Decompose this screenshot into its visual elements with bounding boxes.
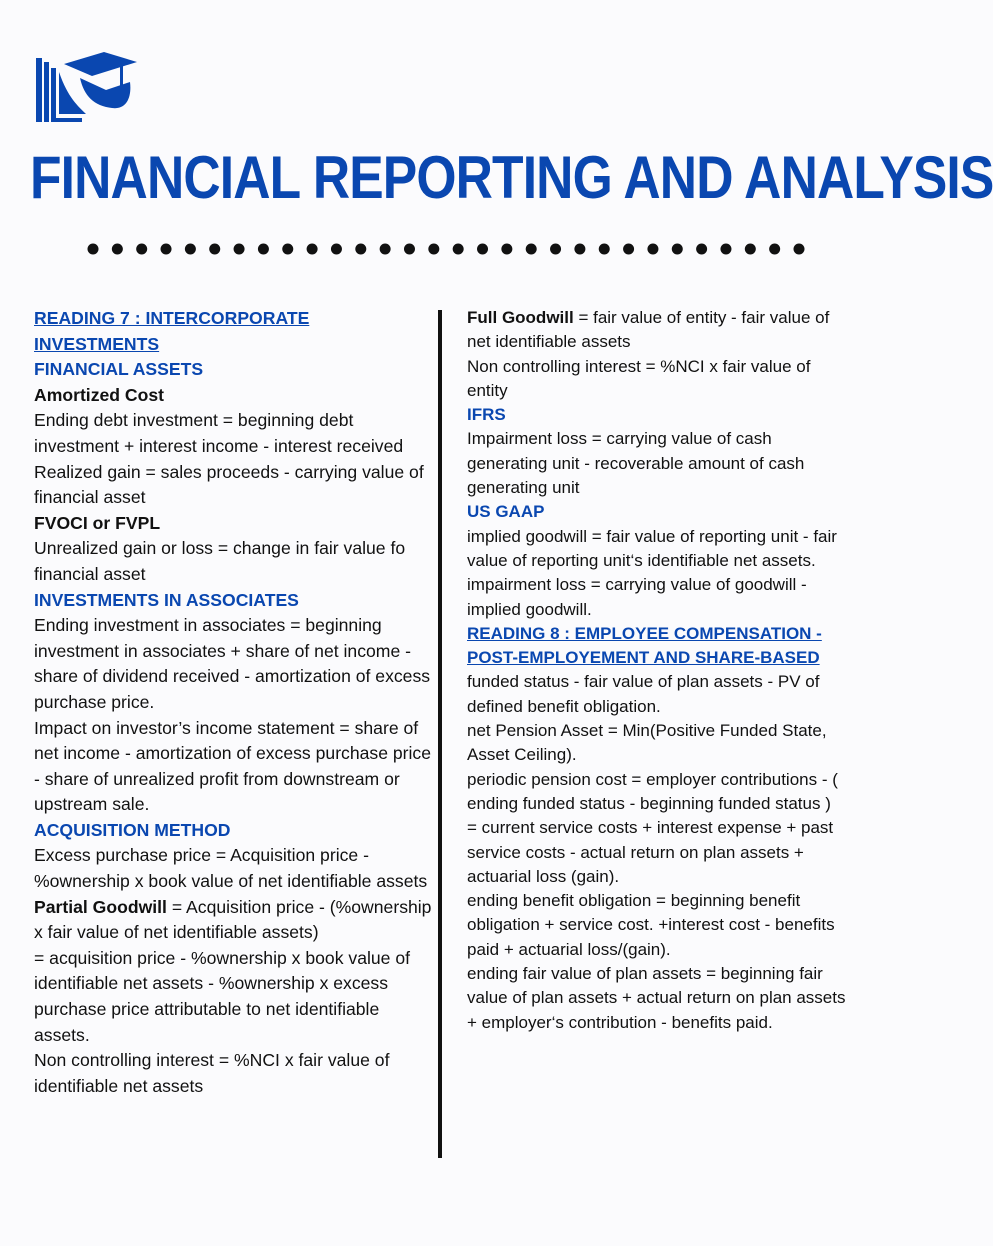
reading-8-heading: READING 8 : EMPLOYEE COMPENSATION - POST-EMPLOYEMENT AND SHARE-BASED xyxy=(467,623,822,668)
full-goodwill-text: = fair value of entity - fair value of net identifiable assets xyxy=(467,308,830,352)
formula-ending-plan-assets: ending fair value of plan assets = beginning fair value of plan assets + actual return on plan assets + employer‘s contribution - benefits paid. xyxy=(467,964,846,1032)
formula-nci-left: Non controlling interest = %NCI x fair value of identifiable net assets xyxy=(34,1050,390,1096)
separator-dot xyxy=(331,244,342,255)
separator-dot xyxy=(769,244,780,255)
formula-realized-gain: Realized gain = sales proceeds - carrying value of financial asset xyxy=(34,461,424,508)
page-title: FINANCIAL REPORTING AND ANALYSIS xyxy=(30,144,993,211)
separator-dot xyxy=(696,244,707,255)
formula-partial-goodwill-alt: = acquisition price - %ownership x book value of identifiable net assets - %ownership x excess purchase price attributable to net identifiable assets. xyxy=(34,947,411,1045)
formula-ending-investment: Ending investment in associates = beginning investment in associates + share of net income - share of dividend received - amortization of excess purchase price. xyxy=(34,615,431,712)
financial-assets-heading: FINANCIAL ASSETS xyxy=(34,359,204,380)
separator-dot xyxy=(380,244,391,255)
formula-implied-goodwill: implied goodwill = fair value of reporting unit - fair value of reporting unit‘s identifiable net assets. xyxy=(467,526,837,570)
formula-ifrs-impairment: Impairment loss = carrying value of cash generating unit - recoverable amount of cash generating unit xyxy=(467,429,805,498)
formula-partial-goodwill xyxy=(34,895,434,946)
right-column xyxy=(467,306,852,1035)
reading-7-heading: READING 7 : INTERCORPORATE INVESTMENTS xyxy=(34,308,310,354)
associates-heading: INVESTMENTS IN ASSOCIATES xyxy=(34,589,299,610)
amortized-cost-subheading: Amortized Cost xyxy=(34,384,165,405)
formula-funded-status: funded status - fair value of plan assets - PV of defined benefit obligation. xyxy=(467,672,820,716)
book-graduation-cap-icon xyxy=(34,48,140,128)
partial-goodwill-label: Partial Goodwill xyxy=(34,896,167,917)
formula-excess-purchase: Excess purchase price = Acquisition price - %ownership x book value of net identifiable assets xyxy=(34,845,428,892)
separator-dot xyxy=(672,244,683,255)
formula-ending-benefit-obligation: ending benefit obligation = beginning benefit obligation + service cost. +interest cost - benefits paid + actuarial loss/(gain). xyxy=(467,891,835,959)
formula-gaap-impairment: impairment loss = carrying value of goodwill - implied goodwill. xyxy=(467,575,807,619)
formula-income-impact: Impact on investor’s income statement = share of net income - amortization of excess purchase price - share of unrealized profit from downstream or upstream sale. xyxy=(34,717,432,815)
separator-dot xyxy=(258,244,269,255)
formula-full-goodwill xyxy=(467,306,852,355)
acquisition-method-heading: ACQUISITION METHOD xyxy=(34,819,231,840)
separator-dot xyxy=(185,244,196,255)
formula-net-pension-asset: net Pension Asset = Min(Positive Funded State, Asset Ceiling). xyxy=(467,721,827,765)
separator-dot xyxy=(720,244,731,255)
separator-dot xyxy=(745,244,756,255)
formula-unrealized-gain: Unrealized gain or loss = change in fair value fo financial asset xyxy=(34,538,406,584)
separator-dot xyxy=(307,244,318,255)
left-column xyxy=(34,306,434,1099)
separator-dot xyxy=(88,244,99,255)
fvoci-subheading: FVOCI or FVPL xyxy=(34,512,161,533)
formula-pension-cost-components: = current service costs + interest expense + past service costs - actual return on plan assets + actuarial loss (gain). xyxy=(467,818,834,886)
separator-dot xyxy=(234,244,245,255)
separator-dot xyxy=(161,244,172,255)
separator-dot xyxy=(209,244,220,255)
ifrs-heading: IFRS xyxy=(467,405,506,425)
formula-periodic-pension-cost: periodic pension cost = employer contributions - ( ending funded status - beginning funded status ) xyxy=(467,769,838,813)
partial-goodwill-text: = Acquisition price - (%ownership x fair value of net identifiable assets) xyxy=(34,896,432,943)
dotted-separator xyxy=(86,242,806,256)
separator-dot xyxy=(282,244,293,255)
separator-dot xyxy=(647,244,658,255)
separator-dot xyxy=(477,244,488,255)
separator-dot xyxy=(453,244,464,255)
separator-dot xyxy=(599,244,610,255)
us-gaap-heading: US GAAP xyxy=(467,502,545,522)
formula-ending-debt: Ending debt investment = beginning debt investment + interest income - interest received xyxy=(34,410,404,456)
separator-dot xyxy=(526,244,537,255)
separator-dot xyxy=(501,244,512,255)
separator-dot xyxy=(574,244,585,255)
separator-dot xyxy=(136,244,147,255)
separator-dot xyxy=(794,244,805,255)
separator-dot xyxy=(355,244,366,255)
full-goodwill-label: Full Goodwill xyxy=(467,308,574,327)
column-divider xyxy=(438,310,442,1158)
separator-dot xyxy=(623,244,634,255)
separator-dot xyxy=(428,244,439,255)
separator-dot xyxy=(404,244,415,255)
separator-dot xyxy=(550,244,561,255)
formula-nci-right: Non controlling interest = %NCI x fair value of entity xyxy=(467,356,811,400)
separator-dot xyxy=(112,244,123,255)
